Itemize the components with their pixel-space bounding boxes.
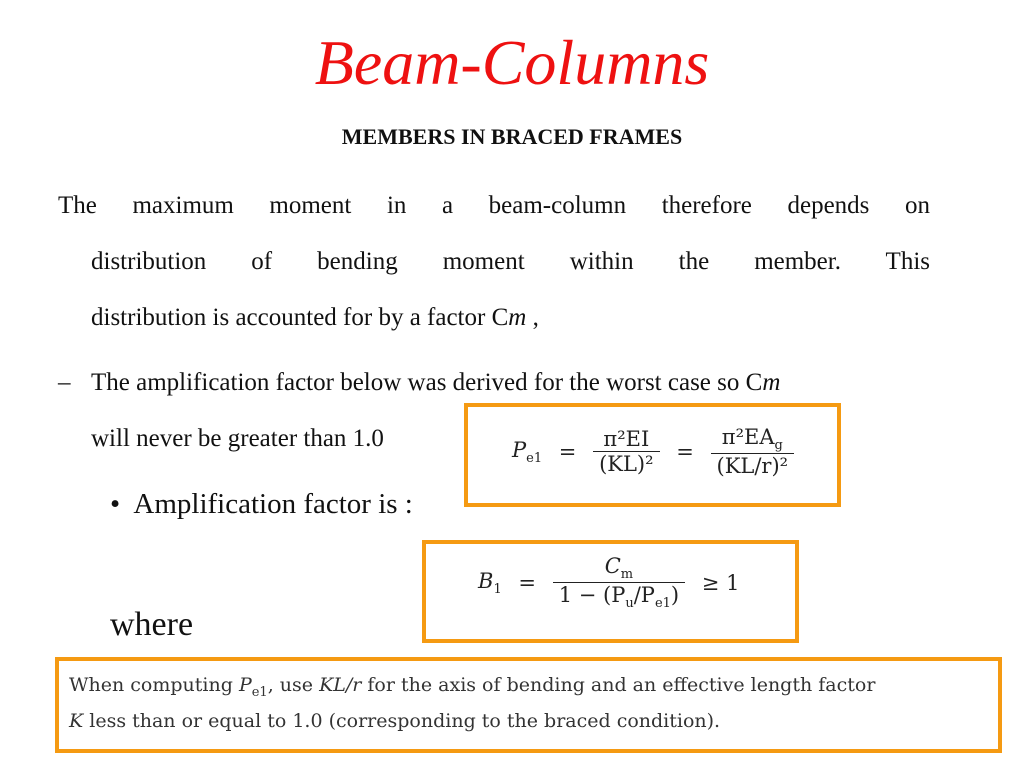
bullet-text: Amplification factor is : [133, 488, 413, 520]
slide-subtitle: MEMBERS IN BRACED FRAMES [341, 124, 683, 149]
b1-numerator [553, 554, 685, 583]
b1-relation: ≥ 1 [701, 570, 740, 595]
pe1-equation-box [464, 403, 841, 507]
dash-marker: – [58, 369, 71, 396]
note-part-7: less than or equal to 1.0 (corresponding to the braced condition). [83, 709, 721, 732]
note-text [69, 671, 989, 736]
note-box [55, 657, 1002, 753]
b1-equation [478, 554, 739, 611]
b1-den-part-3: ) [670, 583, 680, 608]
b1-den-part-1: 1 − (P [558, 583, 626, 608]
note-part-3: , use [267, 674, 320, 696]
note-k: K [69, 709, 84, 732]
b1-denominator [553, 583, 685, 611]
paragraph-line-2: distribution of bending moment within the member. This [91, 248, 930, 275]
paragraph-line-3-prefix: distribution is accounted for by a factor C [91, 304, 509, 331]
note-part-5: for the axis of bending and an effective length factor [361, 674, 876, 696]
paragraph-line-1: The maximum moment in a beam-column therefore depends on [58, 192, 930, 219]
pe1-lhs-sub: e1 [526, 450, 543, 466]
slide-title: Beam-Columns [314, 27, 710, 98]
note-part-1: When computing [69, 674, 239, 696]
note-pe1: P [238, 674, 252, 696]
pe1-equals-2: = [676, 439, 694, 464]
note-pe1-sub: e1 [251, 684, 268, 700]
b1-numerator-sub: m [620, 567, 634, 583]
b1-fraction [553, 554, 685, 611]
bullet-item [110, 482, 413, 526]
pe1-numerator-2-main: π²EA [721, 425, 775, 449]
where-label: where [110, 606, 194, 643]
pe1-lhs: P [512, 437, 527, 462]
pe1-equals-1: = [558, 439, 577, 464]
dash-line-1-prefix: The amplification factor below was derived for the worst case so C [91, 369, 763, 396]
pe1-numerator-2-sub: g [774, 438, 783, 454]
cm-subscript: m [508, 304, 527, 331]
pe1-denominator-1: (KL)² [599, 452, 654, 477]
b1-lhs: B [478, 568, 494, 593]
dash-item-line-2: will never be greater than 1.0 [91, 425, 384, 452]
pe1-denominator-2: (KL/r)² [716, 454, 789, 479]
b1-equals: = [518, 570, 537, 595]
b1-equation-box [422, 540, 799, 643]
paragraph-line-3 [58, 290, 930, 346]
pe1-numerator-1: π²EI [593, 427, 659, 452]
b1-den-sub-1: u [625, 596, 634, 612]
pe1-numerator-2 [711, 425, 795, 454]
cm-subscript-2: m [762, 369, 781, 396]
pe1-fraction-2 [711, 425, 795, 478]
pe1-equation [512, 425, 794, 478]
paragraph-line-3-suffix: , [526, 304, 539, 331]
b1-lhs-sub: 1 [493, 581, 502, 597]
pe1-fraction-1 [593, 427, 659, 476]
note-klr: KL/r [319, 674, 362, 696]
b1-den-sub-2: e1 [654, 596, 671, 612]
intro-paragraph [58, 178, 930, 346]
bullet-marker: • [110, 488, 121, 520]
b1-numerator-main: C [604, 554, 621, 578]
b1-den-part-2: /P [633, 583, 655, 608]
